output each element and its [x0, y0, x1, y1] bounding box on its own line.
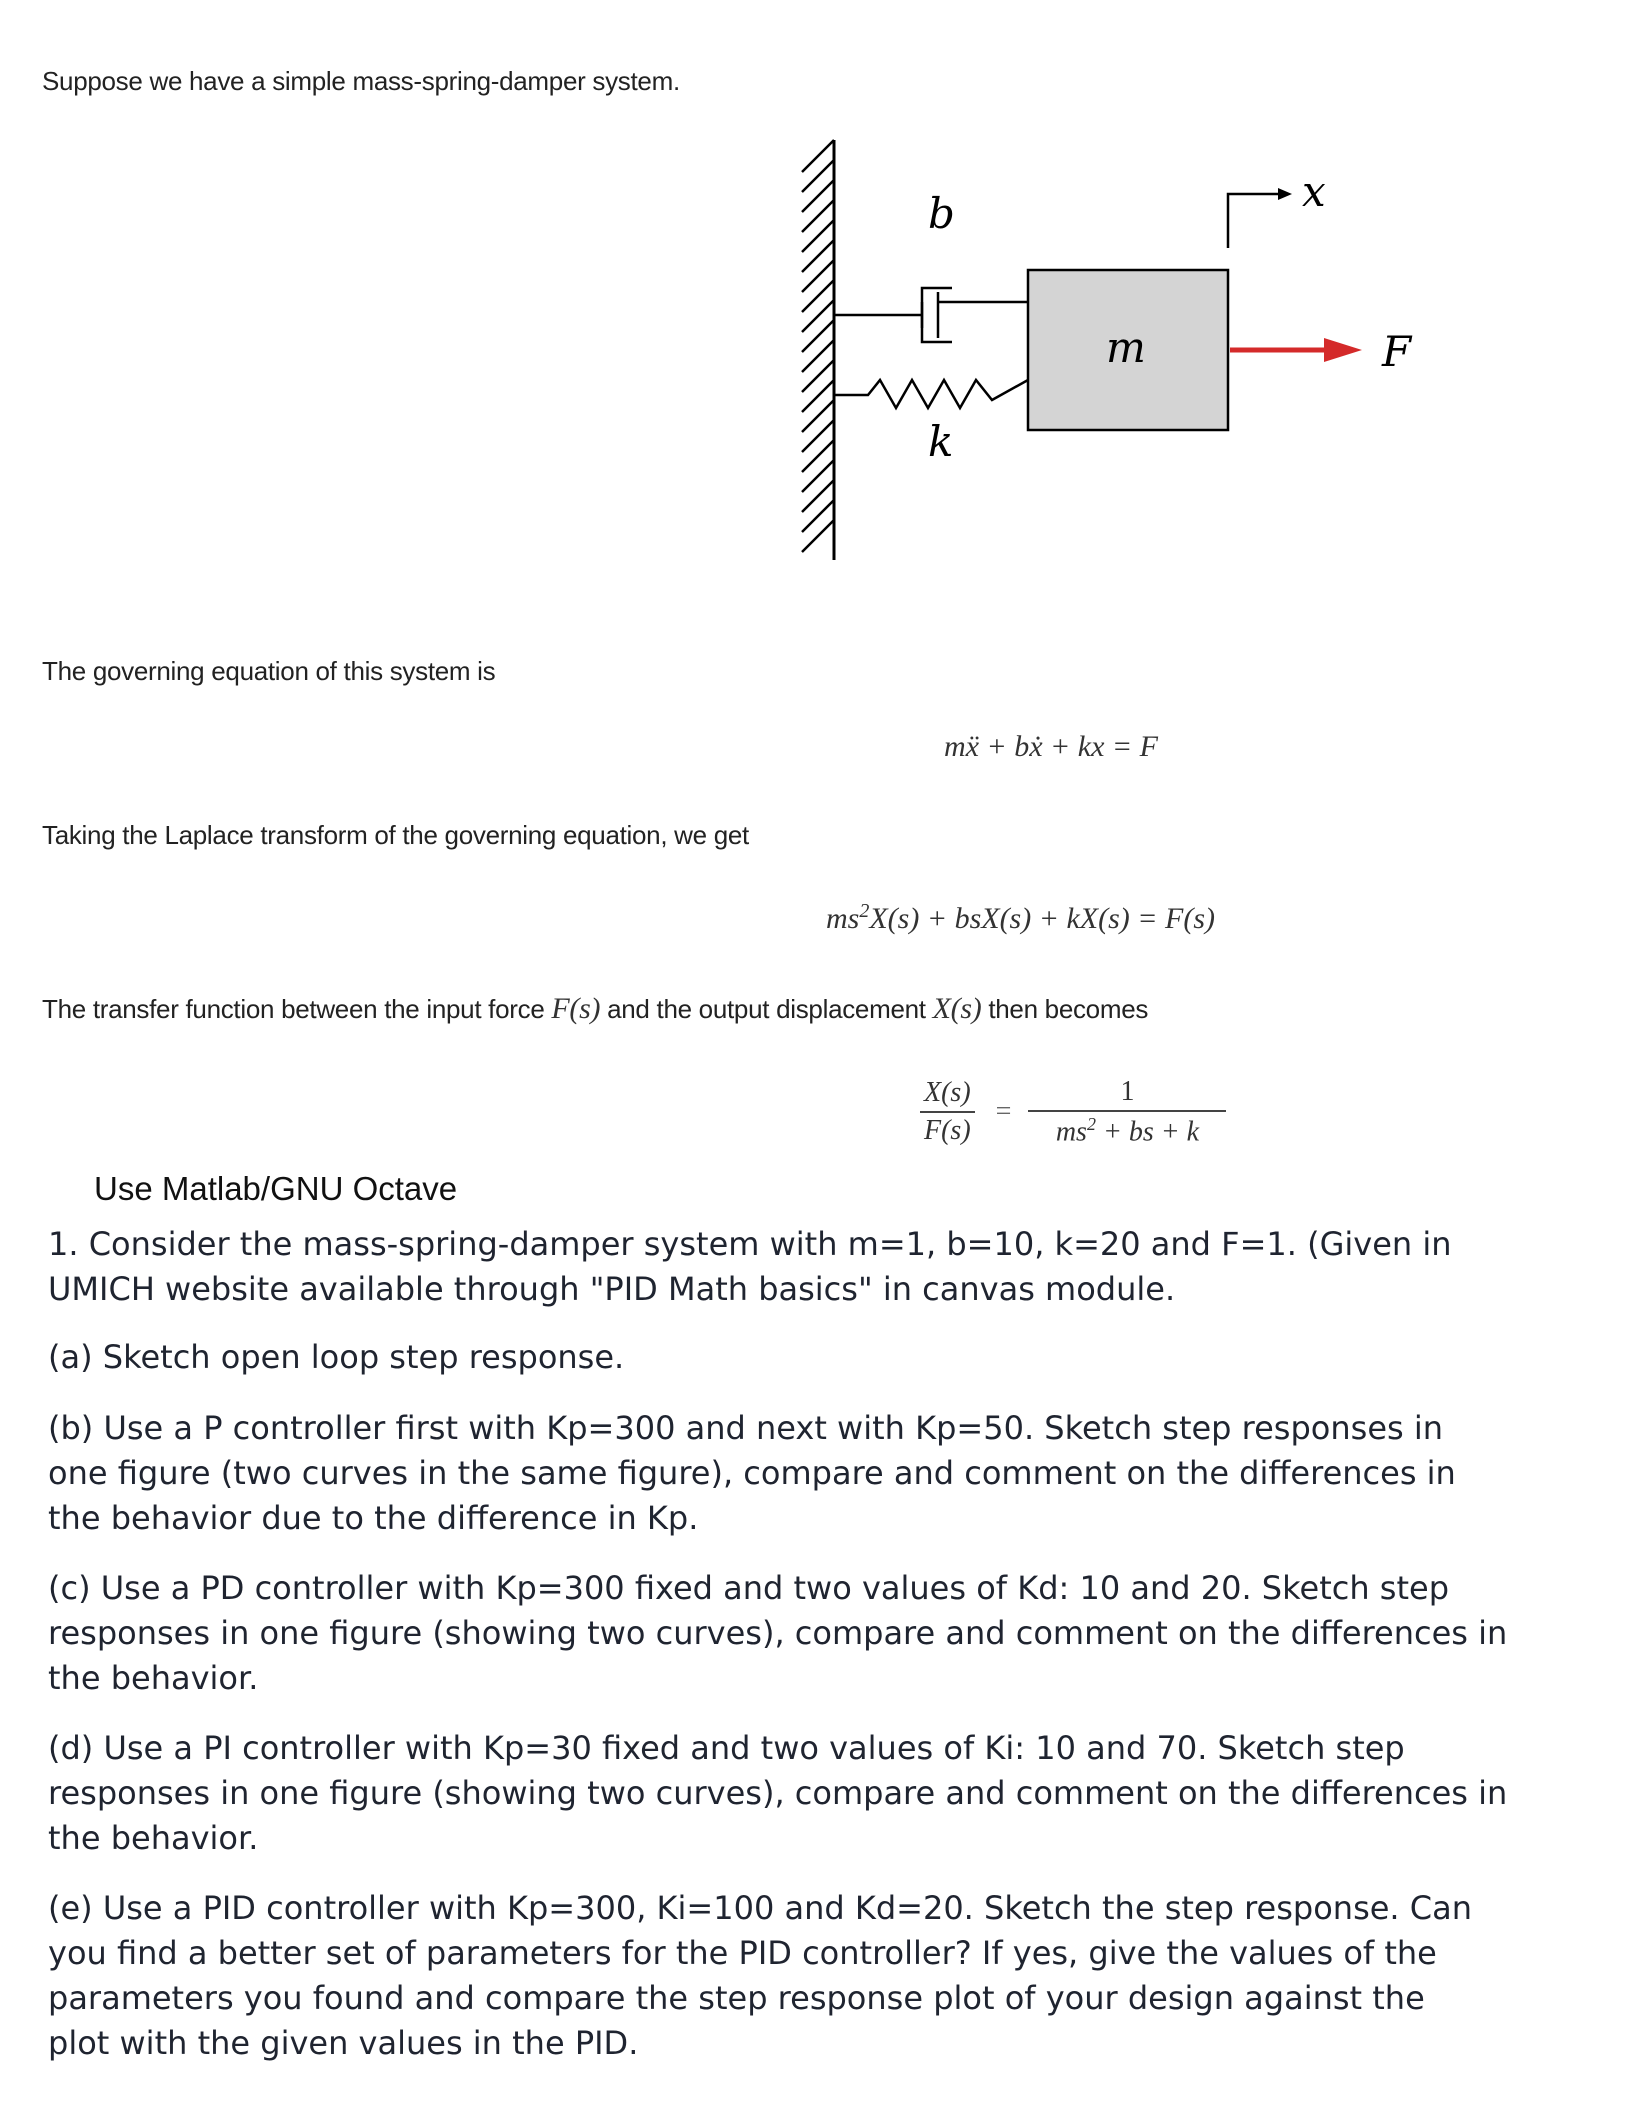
intro-governing-text: The governing equation of this system is	[42, 656, 496, 686]
laplace-eq-sup: 2	[859, 900, 870, 922]
spring	[834, 380, 1028, 408]
question-1b: (b) Use a P controller first with Kp=300 and next with Kp=50. Sketch step responses in one figure (two curves in the same figure), compare and comment on the differences in the behavior due to the difference in Kp.	[48, 1409, 1456, 1537]
force-label: F	[1382, 327, 1412, 376]
tf-suffix: then becomes	[981, 994, 1149, 1024]
question-1: 1. Consider the mass-spring-damper system with m=1, b=10, k=20 and F=1. (Given in UMICH website available through "PID Math basics" in canvas module.	[48, 1225, 1452, 1308]
tf-fs: F(s)	[551, 992, 601, 1025]
laplace-eq-b: X(s) + bsX(s) + kX(s) = F(s)	[869, 902, 1215, 935]
question-1c: (c) Use a PD controller with Kp=300 fixed and two values of Kd: 10 and 20. Sketch step responses in one figure (showing two curves), compare and comment on the differences in the behavior.	[48, 1569, 1508, 1697]
question-1a: (a) Sketch open loop step response.	[48, 1338, 625, 1376]
displacement-arrow	[1228, 194, 1280, 248]
tf-num-right: 1	[1028, 1076, 1226, 1112]
question-1d: (d) Use a PI controller with Kp=30 fixed and two values of Ki: 10 and 70. Sketch step responses in one figure (showing two curves), compare and comment on the differences in the behavior.	[48, 1729, 1508, 1857]
damper-label: b	[928, 189, 955, 238]
laplace-equation	[826, 900, 1215, 936]
tf-den-right-sup: 2	[1086, 1114, 1096, 1134]
damper	[834, 288, 1028, 342]
tf-left-fraction	[920, 1077, 975, 1147]
tf-den-left: F(s)	[924, 1115, 971, 1147]
tf-right-fraction	[1032, 1076, 1222, 1148]
transfer-function-equation	[920, 1076, 1222, 1148]
tool-heading: Use Matlab/GNU Octave	[94, 1170, 458, 1207]
tf-num-left: X(s)	[920, 1077, 975, 1113]
governing-equation: mẍ + bẋ + kx = F	[944, 730, 1158, 763]
wall	[802, 140, 834, 560]
question-1e: (e) Use a PID controller with Kp=300, Ki=100 and Kd=20. Sketch the step response. Can you find a better set of parameters for the PID controller? If yes, give the values of the parameters you found and compare the step response plot of your design against the plot with the given values in the PID.	[48, 1889, 1472, 2062]
tf-xs: X(s)	[932, 992, 982, 1025]
tf-mid: and the output displacement	[600, 994, 933, 1024]
tf-den-right-a: ms	[1055, 1116, 1087, 1148]
tf-den-right	[1052, 1112, 1203, 1148]
tf-equals: =	[995, 1096, 1012, 1128]
intro-transfer-function-text	[42, 992, 1148, 1026]
mass-spring-damper-diagram	[780, 130, 1440, 570]
displacement-label: x	[1302, 167, 1326, 216]
spring-label: k	[928, 417, 954, 466]
intro-laplace-text: Taking the Laplace transform of the governing equation, we get	[42, 820, 749, 850]
tf-prefix: The transfer function between the input force	[42, 994, 552, 1024]
laplace-eq-a: ms	[826, 902, 860, 935]
tf-den-right-b: + bs + k	[1095, 1116, 1200, 1148]
intro-system-text: Suppose we have a simple mass-spring-damper system.	[42, 66, 680, 96]
mass-label: m	[1106, 323, 1146, 372]
